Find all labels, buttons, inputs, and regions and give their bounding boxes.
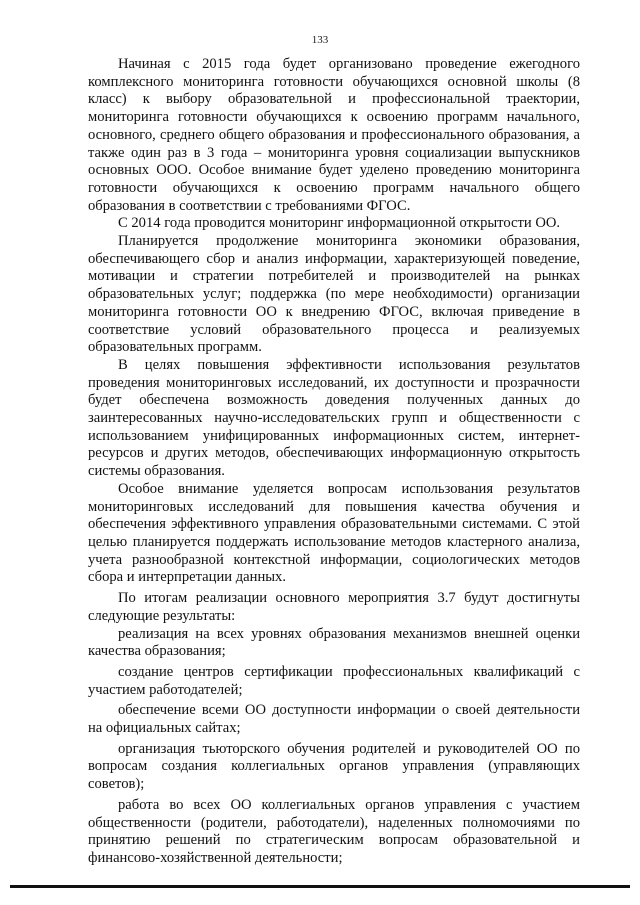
page-number: 133 bbox=[311, 34, 329, 46]
paragraph-results-intro: По итогам реализации основного мероприятия 3.7 будут достигнуты следующие результаты: bbox=[88, 590, 580, 624]
paragraph-monitoring-2015: Начиная с 2015 года будет организовано проведение ежегодного комплексного мониторинга готовности обучающихся основной школы (8 класс) к выбору образовательной и профессиональной траектории, мониторинга готовности обучающихся к освоению программ начального, основного, среднего общего образования и профессионального образования, а также один раз в 3 года – мониторинга уровня социализации выпускников основных ООО. Особое внимание будет уделено проведению мониторинга готовности обучающихся к освоению программ начального общего образования в соответствии с требованиями ФГОС. bbox=[88, 56, 580, 214]
result-item-information-access: обеспечение всеми ОО доступности информации о своей деятельности на официальных сайтах; bbox=[88, 702, 580, 737]
result-item-collegial-bodies: работа во всех ОО коллегиальных органов управления с участием общественности (родители, работодатели), наделенных полномочиями по принятию решений по стратегическим вопросам образовательной и финансово-хозяйственной деятельности; bbox=[88, 796, 580, 866]
document-body bbox=[88, 56, 580, 868]
result-item-external-assessment: реализация на всех уровнях образования механизмов внешней оценки качества образования; bbox=[88, 625, 580, 660]
result-item-certification-centers: создание центров сертификации профессиональных квалификаций с участием работодателей; bbox=[88, 663, 580, 698]
paragraph-efficiency: В целях повышения эффективности использования результатов проведения мониторинговых исследований, их доступности и прозрачности будет обеспечена возможность доведения полученных данных до заинтересованных научно-исследовательских групп и общественности с использованием унифицированных информационных систем, интернет-ресурсов и других методов, обеспечивающих информационную открытость системы образования. bbox=[88, 356, 580, 480]
paragraph-openness-2014: С 2014 года проводится мониторинг информационной открытости ОО. bbox=[118, 215, 561, 232]
result-item-tutor-training: организация тьюторского обучения родителей и руководителей ОО по вопросам создания коллегиальных органов управления (управляющих советов); bbox=[88, 740, 580, 793]
paragraph-quality-management: Особое внимание уделяется вопросам использования результатов мониторинговых исследований для повышения качества обучения и обеспечения эффективного управления образовательными системами. С этой целью планируется поддержать использование методов кластерного анализа, учета разнообразной контекстной информации, социологических методов сбора и интерпретации данных. bbox=[88, 480, 580, 586]
paragraph-economics-monitoring: Планируется продолжение мониторинга экономики образования, обеспечивающего сбор и анализ информации, характеризующей поведение, мотивации и стратегии потребителей и производителей на рынках образовательных услуг; поддержка (по мере необходимости) организации мониторинга готовности ОО к внедрению ФГОС, включая приведение в соответствие условий образовательного процесса и реализуемых образовательных программ. bbox=[88, 233, 580, 356]
bottom-rule bbox=[10, 885, 630, 888]
